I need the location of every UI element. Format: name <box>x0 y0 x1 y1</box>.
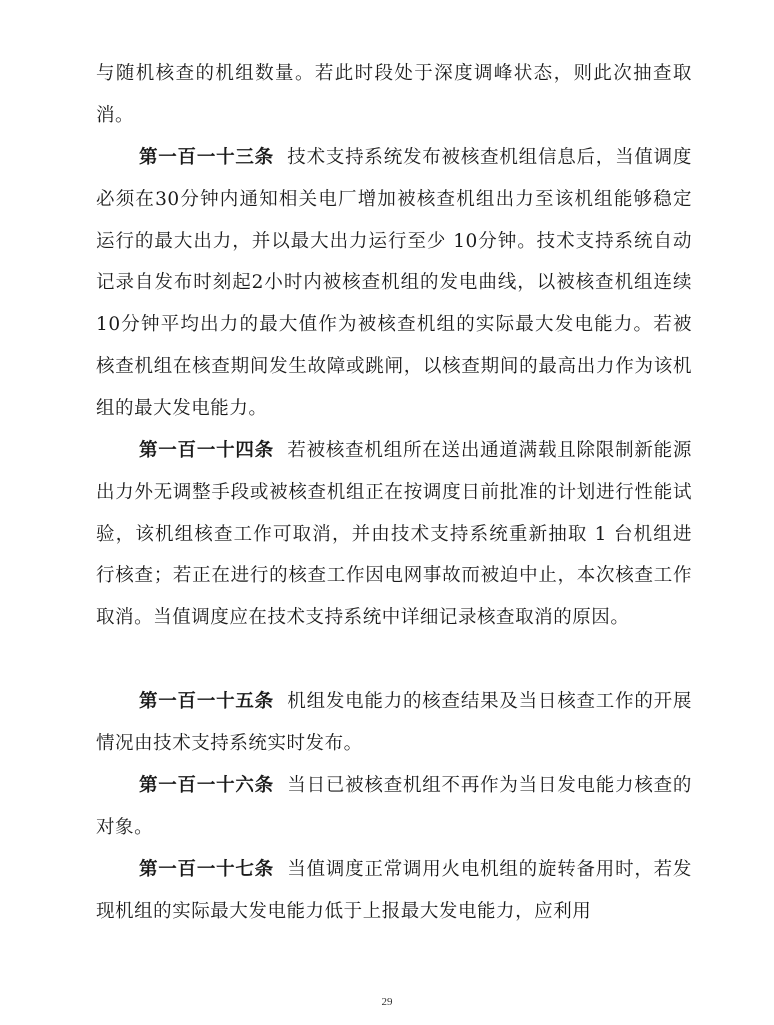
article-115 <box>96 681 692 765</box>
article-text: 技术支持系统发布被核查机组信息后，当值调度必须在30分钟内通知相关电厂增加被核查机组出力至该机组能够稳定运行的最大出力，并以最大出力运行至少 10分钟。技术支持系统自动记录自发布时刻起2小时内被核查机组的发电曲线，以被核查机组连续10分钟平均出力的最大值作为被核查机组的实际最大发电能力。若被核查机组在核查期间发生故障或跳闸，以核查期间的最高出力作为该机组的最大发电能力。 <box>96 147 692 419</box>
article-text: 当值调度正常调用火电机组的旋转备用时，若发现机组的实际最大发电能力低于上报最大发电能力，应利用 <box>96 859 692 922</box>
article-116 <box>96 765 692 849</box>
continuation-paragraph: 与随机核查的机组数量。若此时段处于深度调峰状态，则此次抽查取消。 <box>96 63 692 126</box>
article-text: 若被核查机组所在送出通道满载且除限制新能源出力外无调整手段或被核查机组正在按调度日前批准的计划进行性能试验，该机组核查工作可取消，并由技术支持系统重新抽取 1 台机组进行核查；若正在进行的核查工作因电网事故而被迫中止，本次核查工作取消。当值调度应在技术支持系统中详细记录核查取消的原因。 <box>96 440 692 629</box>
article-114 <box>96 430 692 639</box>
article-title: 第一百一十七条 <box>139 859 274 880</box>
article-title: 第一百一十四条 <box>139 440 274 461</box>
article-text: 机组发电能力的核查结果及当日核查工作的开展情况由技术支持系统实时发布。 <box>96 691 692 754</box>
page-number: 29 <box>381 996 393 1008</box>
article-title: 第一百一十五条 <box>139 691 274 712</box>
article-113 <box>96 137 692 430</box>
article-title: 第一百一十三条 <box>139 147 274 168</box>
article-117 <box>96 849 692 933</box>
article-title: 第一百一十六条 <box>139 775 274 796</box>
article-text: 当日已被核查机组不再作为当日发电能力核查的对象。 <box>96 775 692 838</box>
